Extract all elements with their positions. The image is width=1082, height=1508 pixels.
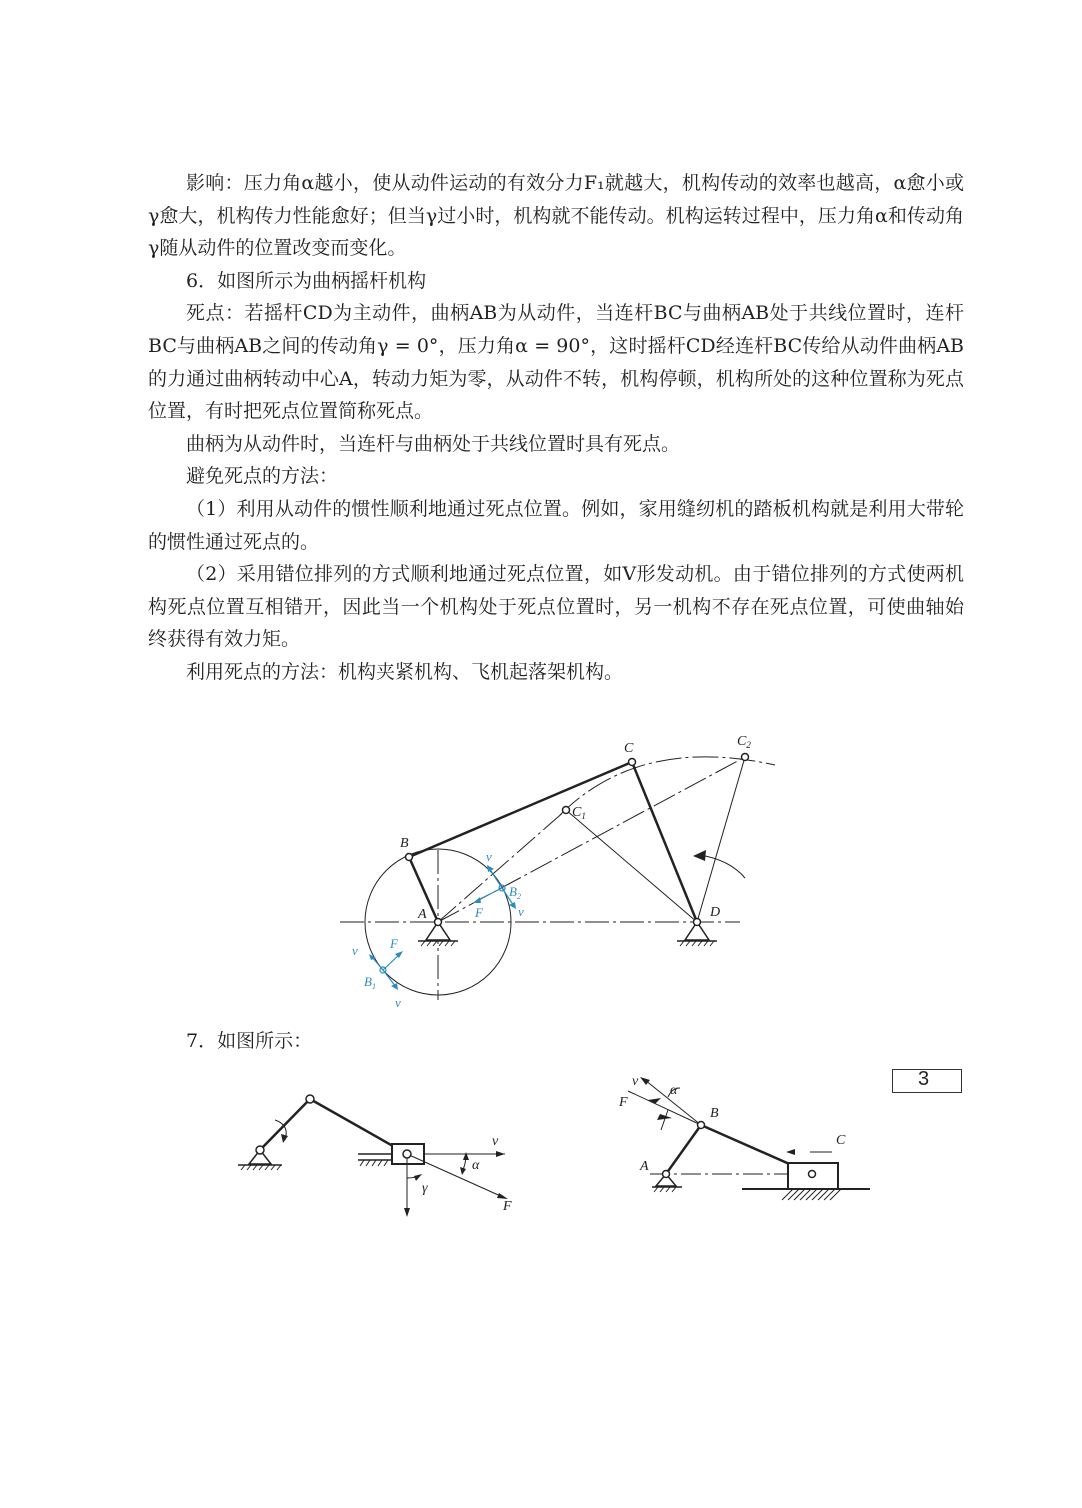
label-gamma: γ bbox=[422, 1181, 428, 1196]
paragraph-use-dead-point: 利用死点的方法：机构夹紧机构、飞机起落架机构。 bbox=[186, 660, 624, 683]
label-a: A bbox=[418, 907, 427, 922]
velocity-arrow-b2-up bbox=[489, 868, 502, 888]
paragraph-section6-title: 6．如图所示为曲柄摇杆机构 bbox=[186, 269, 427, 292]
joint-b bbox=[406, 854, 413, 861]
link-cd bbox=[632, 762, 697, 922]
velocity-arrow-b1-up bbox=[372, 957, 383, 970]
joint-crank-ground bbox=[256, 1146, 264, 1154]
joint-b-right bbox=[698, 1122, 705, 1129]
label-b2: $B_2$ bbox=[509, 884, 521, 901]
slider-crank-figure-right bbox=[610, 1070, 880, 1210]
label-f: F bbox=[503, 1199, 512, 1214]
label-f-b2: F bbox=[475, 905, 483, 920]
line-c1-d bbox=[566, 810, 697, 922]
joint-c bbox=[629, 759, 636, 766]
label-v-b1-bottom: v bbox=[395, 995, 401, 1010]
rotation-arrow bbox=[700, 855, 745, 878]
joint-a-right bbox=[663, 1171, 670, 1178]
label-v-right: v bbox=[632, 1074, 639, 1089]
line-c2-d bbox=[697, 757, 745, 922]
joint-a bbox=[435, 919, 442, 926]
label-c2: $C_2$ bbox=[737, 734, 751, 750]
paragraph-avoid-2: （2）采用错位排列的方式顺利地通过死点位置，如V形发动机。由于错位排列的方式使两机构死点位置互相错开，因此当一个机构处于死点位置时，另一机构不存在死点位置，可使曲轴始终获得有效力矩。 bbox=[148, 563, 964, 651]
slider-crank-figure-left bbox=[230, 1080, 530, 1220]
line-a-c1 bbox=[438, 810, 566, 922]
link-crank bbox=[260, 1099, 310, 1150]
label-b: B bbox=[400, 836, 409, 851]
label-a-right: A bbox=[640, 1159, 649, 1174]
rotation-arrowhead bbox=[693, 850, 706, 861]
label-f-right: F bbox=[619, 1095, 628, 1110]
paragraph-crank-follower: 曲柄为从动件时，当连杆与曲柄处于共线位置时具有死点。 bbox=[186, 432, 681, 455]
label-v-b2-right: v bbox=[518, 904, 524, 919]
paragraph-avoid-1: （1）利用从动件的惯性顺利地通过死点位置。例如，家用缝纫机的踏板机构就是利用大带轮的惯性通过死点的。 bbox=[148, 497, 964, 553]
joint-crank-coupler bbox=[306, 1095, 314, 1103]
page-number: 3 bbox=[918, 1068, 930, 1090]
label-c-right: C bbox=[836, 1133, 846, 1148]
label-v-b1-left: v bbox=[352, 943, 358, 958]
section7-title: 7．如图所示： bbox=[186, 1030, 313, 1052]
label-f-b1: F bbox=[390, 936, 398, 951]
joint-d bbox=[694, 919, 701, 926]
label-b-right: B bbox=[710, 1106, 719, 1121]
label-v-b2-top: v bbox=[486, 849, 492, 864]
joint-c2 bbox=[742, 754, 749, 761]
paragraph-avoid-title: 避免死点的方法： bbox=[186, 465, 339, 488]
joint-c1 bbox=[563, 807, 570, 814]
label-alpha-right: α bbox=[670, 1083, 678, 1098]
label-c1: $C_1$ bbox=[572, 805, 586, 821]
body-text bbox=[148, 167, 964, 689]
label-c: C bbox=[624, 741, 634, 756]
label-alpha: α bbox=[472, 1158, 480, 1173]
velocity-arrow-b1-down bbox=[383, 970, 396, 987]
label-b1: $B_1$ bbox=[364, 974, 376, 991]
link-bc bbox=[409, 762, 632, 857]
label-d: D bbox=[710, 905, 721, 920]
paragraph-influence: 影响：压力角α越小，使从动件运动的有效分力F₁就越大，机构传动的效率也越高，α愈小或γ愈大，机构传力性能愈好；但当γ过小时，机构就不能传动。机构运转过程中，压力角α和传动角γ随从动件的位置改变而变化。 bbox=[148, 172, 964, 260]
link-ab-right bbox=[666, 1125, 701, 1174]
joint-slider bbox=[403, 1150, 411, 1158]
crank-rocker-figure bbox=[330, 728, 780, 1018]
paragraph-dead-point: 死点：若摇杆CD为主动件，曲柄AB为从动件，当连杆BC与曲柄AB处于共线位置时，连杆BC与曲柄AB之间的传动角γ = 0°，压力角α = 90°，这时摇杆CD经连杆BC传给从动件曲柄AB的力通过曲柄转动中心A，转动力矩为零，从动件不转，机构停顿，机构所处的这种位置称为死点位置，有时把死点位置简称死点。 bbox=[148, 302, 964, 423]
joint-c-right bbox=[809, 1171, 816, 1178]
label-v: v bbox=[492, 1134, 499, 1149]
